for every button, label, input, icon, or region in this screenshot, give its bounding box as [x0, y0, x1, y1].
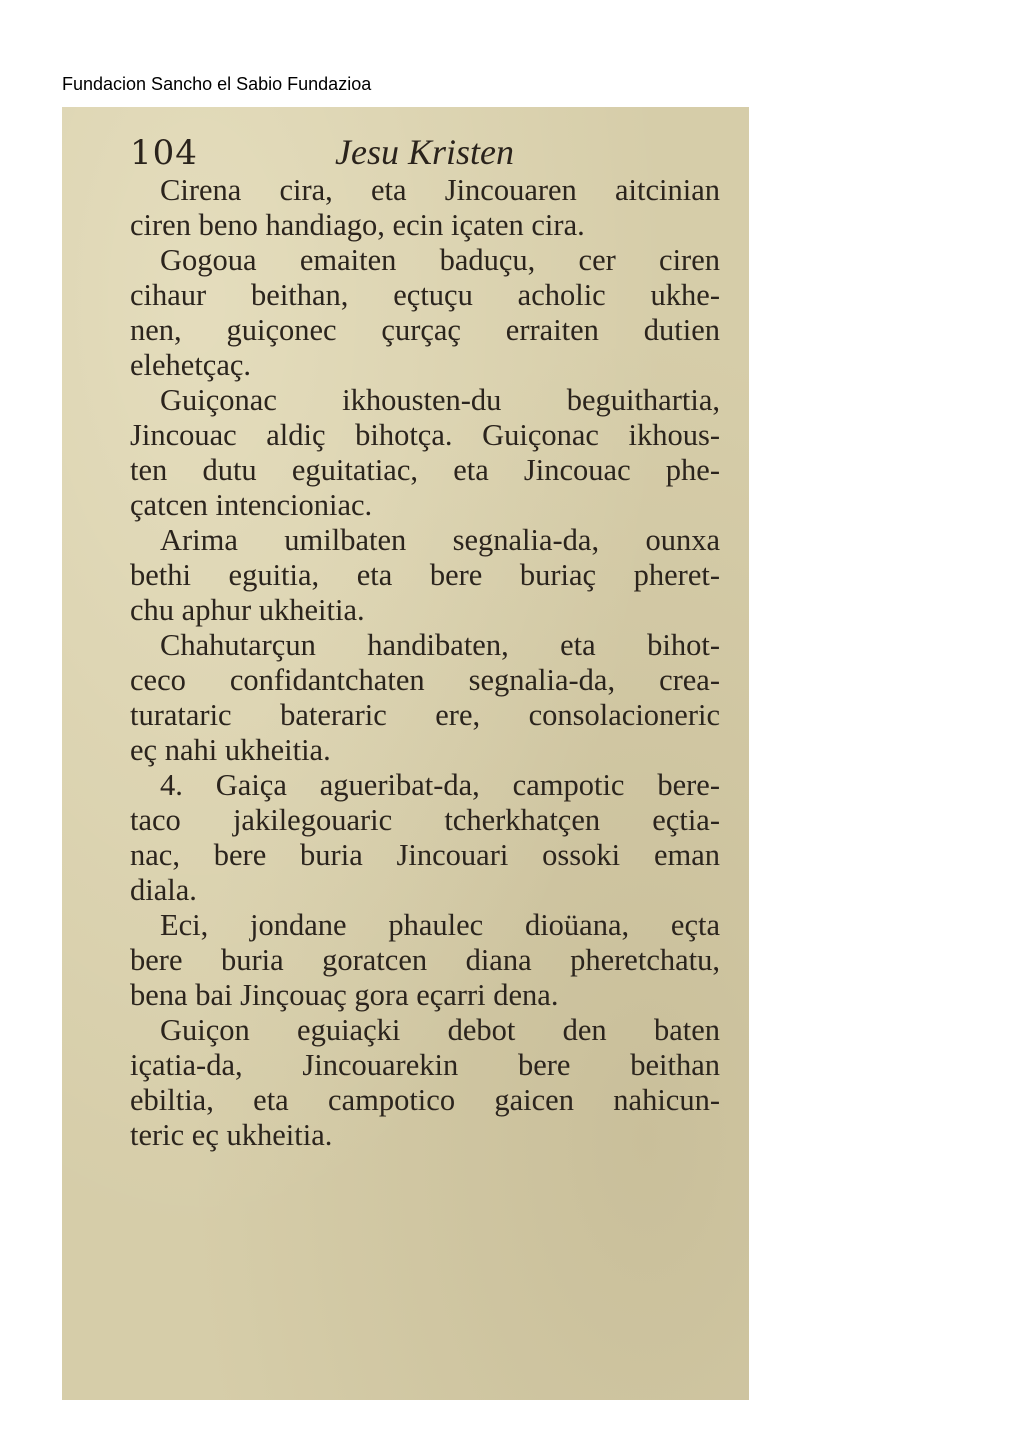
text-line: çatcen intencioniac.	[130, 488, 373, 522]
text-line: cihaur beithan, eçtuçu acholic ukhe-	[130, 278, 720, 312]
text-line: Eci, jondane phaulec dioüana, eçta	[160, 908, 720, 942]
body-text	[130, 173, 720, 1153]
text-line: Cirena cira, eta Jincouaren aitcinian	[160, 173, 720, 207]
text-line: ten dutu eguitatiac, eta Jincouac phe-	[130, 453, 720, 487]
scanned-page	[62, 107, 749, 1400]
text-line: ciren beno handiago, ecin içaten cira.	[130, 208, 585, 242]
text-line: ebiltia, eta campotico gaicen nahicun-	[130, 1083, 720, 1117]
text-line: turataric bateraric ere, consolacioneric	[130, 698, 720, 732]
paragraph	[130, 628, 720, 768]
text-line: bena bai Jinçouaç gora eçarri dena.	[130, 978, 559, 1012]
text-line: 4. Gaiça agueribat-da, campotic bere-	[160, 768, 720, 802]
text-line: Jincouac aldiç bihotça. Guiçonac ikhous-	[130, 418, 720, 452]
paragraph	[130, 173, 720, 243]
paragraph	[130, 768, 720, 908]
text-line: eç nahi ukheitia.	[130, 733, 331, 767]
paragraph	[130, 523, 720, 628]
paragraph	[130, 908, 720, 1013]
text-line: içatia-da, Jincouarekin bere beithan	[130, 1048, 720, 1082]
paragraph	[130, 383, 720, 523]
text-line: Arima umilbaten segnalia-da, ounxa	[160, 523, 720, 557]
paragraph	[130, 243, 720, 383]
text-line: nen, guiçonec çurçaç erraiten dutien	[130, 313, 720, 347]
text-line: ceco confidantchaten segnalia-da, crea-	[130, 663, 720, 697]
text-line: taco jakilegouaric tcherkhatçen eçtia-	[130, 803, 720, 837]
text-line: Chahutarçun handibaten, eta bihot-	[160, 628, 720, 662]
text-line: Guiçon eguiaçki debot den baten	[160, 1013, 720, 1047]
text-line: Gogoua emaiten baduçu, cer ciren	[160, 243, 720, 277]
text-line: Guiçonac ikhousten-du beguithartia,	[160, 383, 720, 417]
page-number: 104	[130, 133, 198, 173]
paragraph	[130, 1013, 720, 1153]
text-line: nac, bere buria Jincouari ossoki eman	[130, 838, 720, 872]
text-line: elehetçaç.	[130, 348, 252, 382]
text-line: bere buria goratcen diana pheretchatu,	[130, 943, 720, 977]
running-title: Jesu Kristen	[335, 132, 514, 172]
text-line: teric eç ukheitia.	[130, 1118, 333, 1152]
watermark-text: Fundacion Sancho el Sabio Fundazioa	[62, 74, 372, 94]
text-line: diala.	[130, 873, 197, 907]
text-line: chu aphur ukheitia.	[130, 593, 365, 627]
text-line: bethi eguitia, eta bere buriaç pheret-	[130, 558, 720, 592]
